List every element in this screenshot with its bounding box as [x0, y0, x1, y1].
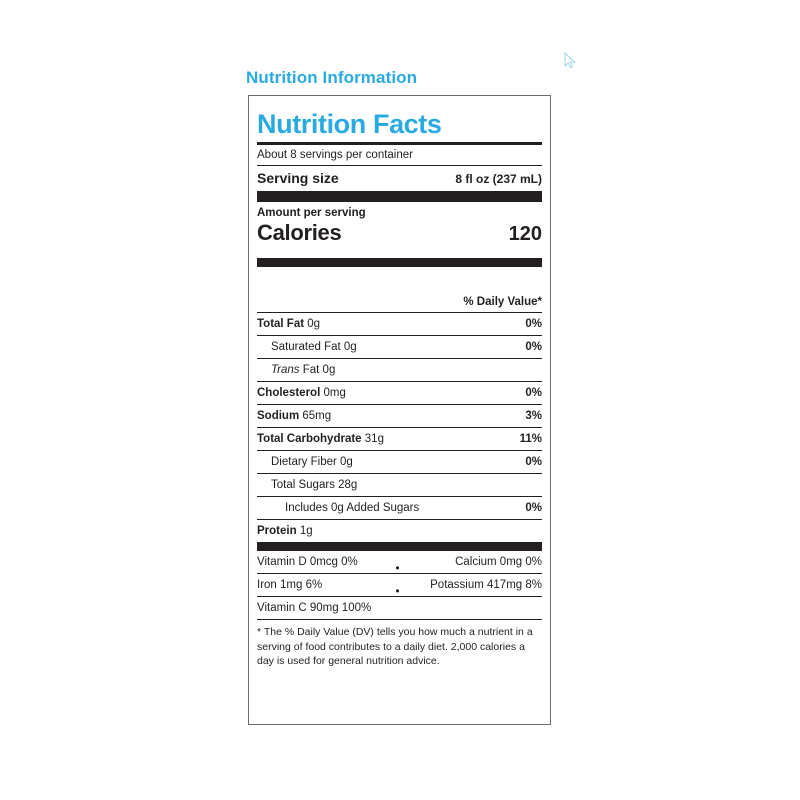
nutrient-pct: 0%: [525, 387, 542, 400]
servings-per-container: About 8 servings per container: [257, 149, 413, 162]
vitamin-row: [257, 597, 542, 619]
nutrient-amount: 31g: [364, 433, 384, 446]
nutrient-pct: 0%: [525, 456, 542, 469]
nutrient-name: Includes 0g Added Sugars: [285, 502, 420, 515]
nutrition-facts-panel: [248, 95, 551, 725]
nutrient-amount: 65mg: [302, 410, 332, 423]
nutrient-pct: 3%: [525, 410, 542, 423]
nutrient-name: [257, 433, 384, 445]
nutrient-name: Saturated Fat 0g: [271, 341, 357, 354]
nutrient-row: [257, 474, 542, 496]
nutrient-row: [257, 359, 542, 381]
nutrient-row: [257, 336, 542, 358]
nutrient-name: [257, 318, 320, 330]
nutrient-name: [257, 525, 313, 537]
nutrient-name-bold: Total Carbohydrate: [257, 433, 362, 446]
nutrient-amount: 0mg: [323, 387, 346, 400]
nutrient-name: Trans Fat 0g: [271, 364, 336, 377]
vitamin-row: Vitamin D 0mcg 0% • Calcium 0mg 0%: [257, 556, 542, 576]
nutrient-name: [257, 410, 331, 422]
page-title: Nutrition Information: [246, 68, 418, 87]
vitamin-left: Vitamin D 0mcg 0%: [257, 556, 358, 569]
amount-per-serving-label: Amount per serving: [257, 207, 366, 220]
calories-row: [257, 220, 542, 252]
spacer-daily-value: [257, 267, 542, 290]
nutrient-name: Dietary Fiber 0g: [271, 456, 353, 469]
divider-thick-calories: [257, 258, 542, 267]
daily-value-header: % Daily Value*: [463, 296, 542, 309]
calories-value: 120: [508, 223, 542, 246]
nutrient-row: [257, 520, 542, 542]
vitamin-left: Vitamin C 90mg 100%: [257, 602, 372, 615]
serving-size-value: 8 fl oz (237 mL): [455, 172, 542, 187]
nutrient-row: [257, 405, 542, 427]
nutrient-name-bold: Cholesterol: [257, 387, 321, 400]
vitamin-right: Calcium 0mg 0%: [455, 556, 542, 569]
nutrient-row: [257, 451, 542, 473]
calories-label: Calories: [257, 220, 342, 246]
trans-fat-italic: Trans: [271, 364, 300, 377]
nutrient-row: [257, 313, 542, 335]
nutrient-name-bold: Sodium: [257, 410, 300, 423]
vitamin-right: Potassium 417mg 8%: [430, 579, 542, 592]
nutrient-name-bold: Protein: [257, 525, 297, 538]
nutrient-amount: 1g: [299, 525, 313, 538]
nutrient-row: [257, 428, 542, 450]
vitamin-row: Iron 1mg 6% • Potassium 417mg 8%: [257, 579, 542, 599]
daily-value-footnote: * The % Daily Value (DV) tells you how much a nutrient in a serving of food contributes to a daily diet. 2,000 calories a day is used for general nutrition advice.: [257, 626, 533, 667]
vitamin-left: Iron 1mg 6%: [257, 579, 323, 592]
nutrient-pct: 11%: [519, 433, 542, 446]
divider-thick-vitamins: [257, 542, 542, 551]
serving-size-label: Serving size: [257, 170, 339, 187]
nutrient-name-bold: Total Fat: [257, 318, 305, 331]
nutrient-pct: 0%: [525, 502, 542, 515]
serving-size-row: [257, 166, 542, 191]
nutrient-pct: 0%: [525, 318, 542, 331]
nutrient-name: Total Sugars 28g: [271, 479, 358, 492]
nutrient-row: [257, 382, 542, 404]
nutrient-pct: 0%: [525, 341, 542, 354]
mouse-cursor-icon: [564, 52, 578, 70]
nutrient-row: [257, 497, 542, 519]
nutrient-name: [257, 387, 346, 399]
divider-thick-top: [257, 191, 542, 202]
nutrition-facts-inner: [257, 96, 542, 668]
nutrition-facts-title: Nutrition Facts: [257, 109, 442, 139]
nutrient-amount: 0g: [307, 318, 321, 331]
